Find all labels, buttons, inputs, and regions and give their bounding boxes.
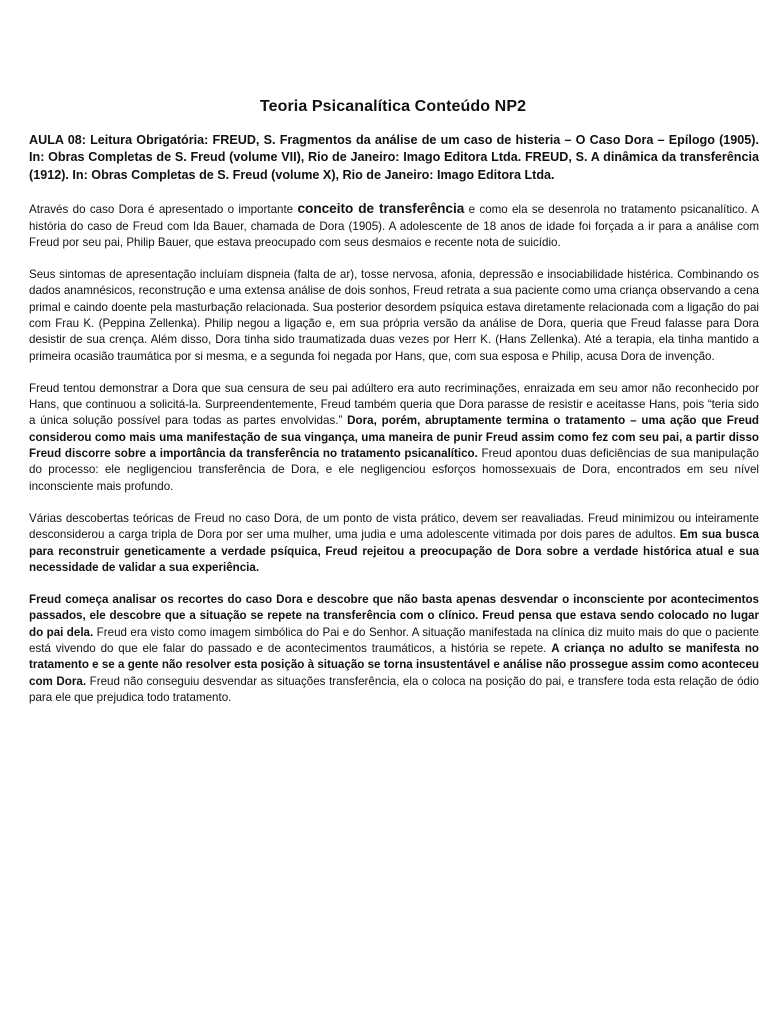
paragraph-5-bold-2: A criança no adulto se manifesta no tratamento e se a gente não resolver esta posição à situação se torna insustentável e análise não prossegue assim como aconteceu com Dora. (29, 642, 759, 688)
paragraph-1-text-b: e como ela se desenrola no tratamento psicanalítico. A história do caso de Freud com Ida Bauer, chamada de Dora (1905). A adolescente de 18 anos de idade foi forçada a ir para a análise com Freud por seu pai, Philip Bauer, que estava preocupado com seus desmaios e recente nota de suicídio. (29, 203, 759, 249)
reading-reference: AULA 08: Leitura Obrigatória: FREUD, S. Fragmentos da análise de um caso de histeria – O Caso Dora – Epílogo (1905). In: Obras Completas de S. Freud (volume VII), Rio de Janeiro: Imago Editora Ltda. FREUD, S. A dinâmica da transferência (1912). In: Obras Completas de S. Freud (volume X), Rio de Janeiro: Imago Editora Ltda. (29, 133, 759, 182)
paragraph-4-bold: Em sua busca para reconstruir geneticamente a verdade psíquica, Freud rejeitou a preocupação de Dora sobre a verdade histórica atual e sua necessidade de validar a sua experiência. (29, 528, 759, 574)
paragraph-1-text-a: Através do caso Dora é apresentado o importante (29, 203, 298, 217)
paragraph-3-text-b: Freud apontou duas deficiências de sua manipulação do processo: ele negligenciou transferência de Dora, e ele negligenciou esforços homossexuais de Dora, encontrados em seu nível inconsciente mais profundo. (29, 447, 759, 493)
paragraph-3 (29, 381, 759, 495)
paragraph-4-text-a: Várias descobertas teóricas de Freud no caso Dora, de um ponto de vista prático, devem ser reavaliadas. Freud minimizou ou inteiramente desconsiderou a carga tripla de Dora por ser uma mulher, uma judia e uma adolescente vitimada por dois pares de adultos. (29, 511, 759, 542)
transference-concept-term: conceito de transferência (297, 201, 465, 217)
paragraph-4 (29, 511, 759, 576)
paragraph-3-text-a: Freud tentou demonstrar a Dora que sua censura de seu pai adúltero era auto recriminações, enraizada em seu amor não reconhecido por Hans, que continuou a solicitá-la. Surpreendentemente, Freud também queria que Dora parasse de resistir e aceitasse Hans, pois “teria sido a única solução possível para todas as partes envolvidas.” (29, 381, 759, 428)
paragraph-1 (29, 201, 759, 251)
document-title: Teoria Psicanalítica Conteúdo NP2 (259, 98, 527, 115)
paragraph-5-bold-1: Freud começa analisar os recortes do caso Dora e descobre que não basta apenas desvendar o inconsciente por acontecimentos passados, ele descobre que a situação se repete na transferência com o clínico. Freud pensa que estava sendo colocado no lugar do pai dela. (29, 593, 759, 639)
paragraph-3-bold: Dora, porém, abruptamente termina o tratamento – uma ação que Freud considerou como mais uma manifestação de sua vingança, uma maneira de punir Freud assim como fez com seu pai, a partir disso Freud discorre sobre a importância da transferência no tratamento psicanalítico. (29, 414, 759, 461)
paragraph-2: Seus sintomas de apresentação incluíam dispneia (falta de ar), tosse nervosa, afonia, depressão e insociabilidade histérica. Combinando os dados anamnésicos, reconstrução e uma extensa análise de dois sonhos, Freud retrata a sua paciente como uma criança observando a cena primal e caindo doente pela masturbação relacionada. Sua posterior desordem psíquica estava diretamente relacionada com a ligação do pai com Frau K. (Peppina Zellenka). Philip negou a ligação e, em sua própria versão da análise de Dora, queria que Freud falasse para Dora desistir de sua crença. Além disso, Dora tinha sido traumatizada duas vezes por Herr K. (Hans Zellenka). Até a terapia, ela tinha mantido a primeira ocasião traumática por si mesma, e a segunda foi negada por Hans, que, com sua esposa e Philip, acusa Dora de invenção. (29, 268, 759, 363)
paragraph-5 (29, 592, 759, 706)
document-page (29, 98, 759, 722)
paragraph-5-text-a: Freud era visto como imagem simbólica do Pai e do Senhor. A situação manifestada na clínica diz muito mais do que o paciente está vivendo do que ele falar do passado e de acontecimentos traumáticos, a história se repete. (29, 625, 759, 656)
paragraph-5-text-b: Freud não conseguiu desvendar as situações transferência, ela o coloca na posição do pai, e transfere toda esta relação de ódio para ele que prejudica todo tratamento. (29, 674, 759, 704)
